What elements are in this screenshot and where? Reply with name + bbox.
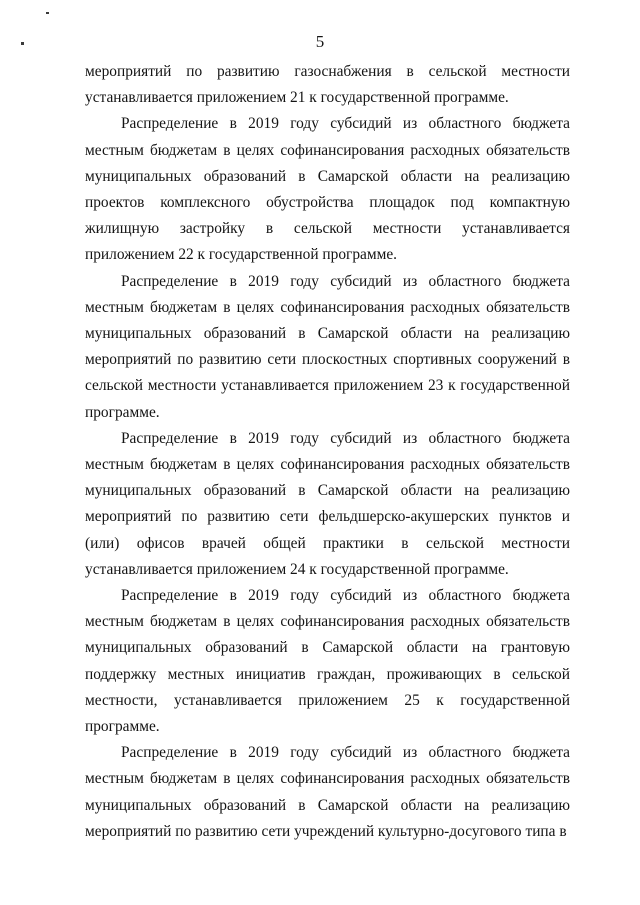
paragraph: Распределение в 2019 году субсидий из областного бюджета местным бюджетам в целях софинансирования расходных обязательств муниципальных образований в Самарской области на реализацию мероприятий по развитию сети фельдшерско-акушерских пунктов и (или) офисов врачей общей практики в сельской местности устанавливается приложением 24 к государственной программе.: [85, 429, 570, 578]
scan-speck: [46, 12, 49, 14]
paragraph: Распределение в 2019 году субсидий из областного бюджета местным бюджетам в целях софинансирования расходных обязательств муниципальных образований в Самарской области на реализацию мероприятий по развитию сети учреждений культурно-досугового типа в: [85, 744, 570, 840]
paragraph: Распределение в 2019 году субсидий из областного бюджета местным бюджетам в целях софинансирования расходных обязательств муниципальных образований в Самарской области на реализацию проектов комплексного обустройства площадок под компактную жилищную застройку в сельской местности устанавливается приложением 22 к государственной программе.: [85, 115, 570, 264]
paragraph: Распределение в 2019 году субсидий из областного бюджета местным бюджетам в целях софинансирования расходных обязательств муниципальных образований в Самарской области на грантовую поддержку местных инициатив граждан, проживающих в сельской местности, устанавливается приложением 25 к государственной программе.: [85, 587, 570, 736]
body-text: [85, 59, 570, 845]
page-number: 5: [315, 32, 325, 51]
paragraph: Распределение в 2019 году субсидий из областного бюджета местным бюджетам в целях софинансирования расходных обязательств муниципальных образований в Самарской области на реализацию мероприятий по развитию сети плоскостных спортивных сооружений в сельской местности устанавливается приложением 23 к государственной программе.: [85, 272, 570, 421]
paragraph-continuation: мероприятий по развитию газоснабжения в сельской местности устанавливается приложением 21 к государственной программе.: [85, 63, 570, 107]
